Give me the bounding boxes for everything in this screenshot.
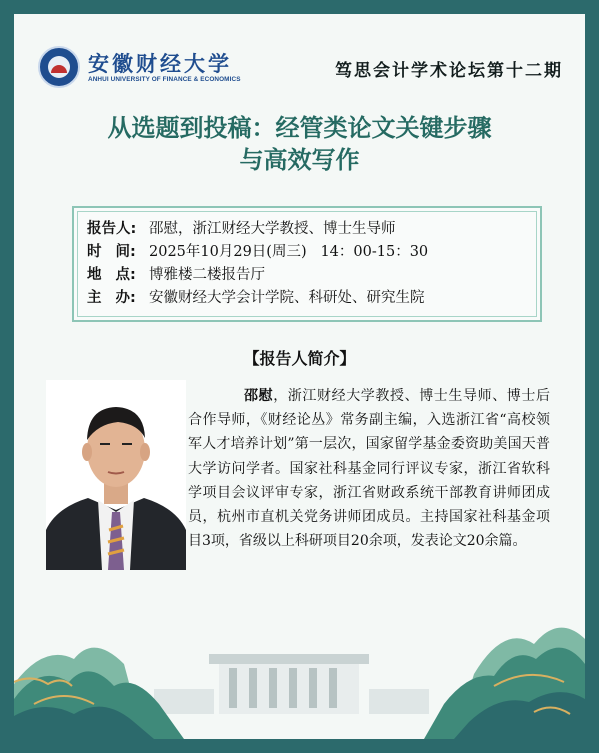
- host-row: [87, 287, 428, 310]
- bio-speaker-name: 邵慰: [244, 388, 274, 404]
- place-value: 博雅楼二楼报告厅: [149, 267, 265, 283]
- speaker-bio: [188, 384, 550, 553]
- bio-text: ，浙江财经大学教授、博士生导师、博士后合作导师，《财经论丛》常务副主编，入选浙江省“高校领军人才培养计划”第一层次，国家留学基金委资助美国天普大学访问学者。国家社科基金同行评议专家，浙江省软科学项目会议评审专家，浙江省财政系统干部教育讲师团成员，杭州市直机关党务讲师团成员。主持国家社科基金项目3项，省级以上科研项目20余项，发表论文20余篇。: [188, 388, 551, 550]
- speaker-row: [87, 218, 428, 241]
- place-row: [87, 264, 428, 287]
- speaker-value: 邵慰，浙江财经大学教授、博士生导师: [149, 221, 396, 237]
- university-name-en: ANHUI UNIVERSITY OF FINANCE & ECONOMICS: [88, 75, 241, 83]
- lecture-title-line2: 与高效写作: [239, 146, 360, 174]
- host-value: 安徽财经大学会计学院、科研处、研究生院: [149, 290, 425, 306]
- speaker-photo: [46, 380, 186, 570]
- place-label: 地 点:: [87, 267, 136, 283]
- time-value: 2025年10月29日(周三) 14：00-15：30: [149, 244, 429, 260]
- lecture-title-line1: 从选题到投稿：经管类论文关键步骤: [107, 114, 492, 142]
- forum-title: 笃思会计学术论坛第十二期: [335, 61, 563, 81]
- university-logo: [38, 46, 241, 88]
- time-label: 时 间:: [87, 244, 136, 260]
- info-box: [72, 206, 542, 322]
- university-seal-icon: [38, 46, 80, 88]
- lecture-title: [14, 112, 585, 176]
- poster: [14, 14, 585, 739]
- speaker-label: 报告人:: [87, 221, 137, 237]
- university-name-cn: 安徽财经大学: [88, 50, 232, 76]
- landscape-decoration: [14, 604, 585, 739]
- time-row: [87, 241, 428, 264]
- host-label: 主 办:: [87, 290, 136, 306]
- bio-heading: 【报告人简介】: [243, 349, 356, 368]
